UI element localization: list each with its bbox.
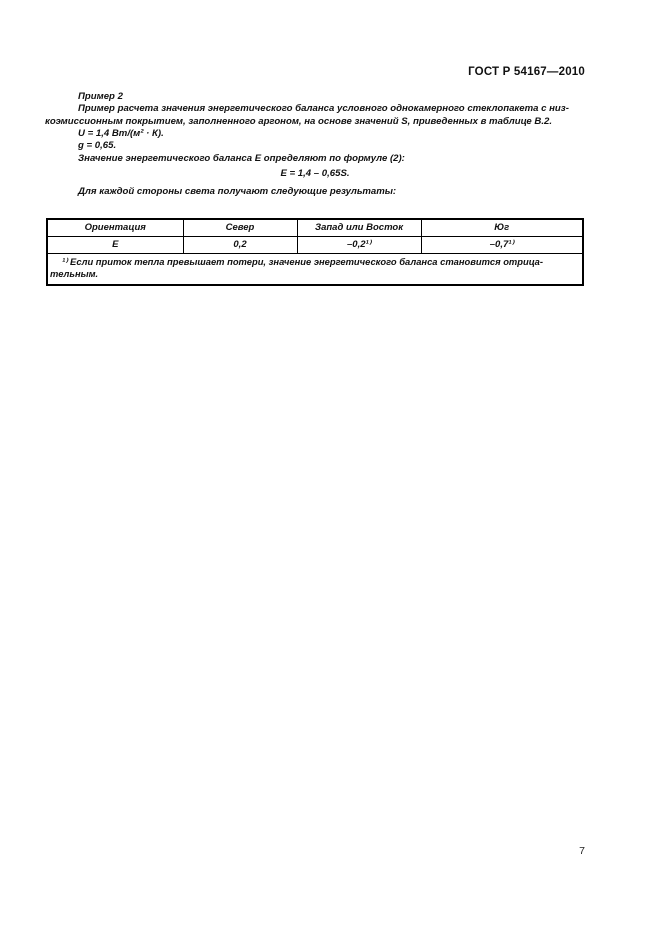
cell-north-value: 0,2 [183,236,297,253]
footnote-line-2: тельным. [50,268,99,279]
footnote-cell [47,253,583,285]
table-row [47,236,583,253]
body-text-block [45,91,585,198]
results-table [46,218,584,286]
energy-balance-formula: Е = 1,4 – 0,65S. [280,167,350,179]
intro-paragraph-line-2: коэмиссионным покрытием, заполненного аргоном, на основе значений S, приведенных в таблице В.2. [45,115,552,127]
u-value-line: U = 1,4 Вт/(м² · К). [78,128,164,140]
header-orientation: Ориентация [47,219,183,236]
cell-variable-e: Е [47,236,183,253]
table-header-row [47,219,583,236]
cell-south-value: –0,7¹⁾ [421,236,583,253]
page-number: 7 [579,845,585,857]
example-title: Пример 2 [78,91,123,102]
table-footnote-row [47,253,583,285]
intro-paragraph-line-1: Пример расчета значения энергетического баланса условного однокамерного стеклопакета с низ- [78,103,569,115]
header-north: Север [183,219,297,236]
document-header-standard-number: ГОСТ Р 54167—2010 [468,66,585,78]
footnote-line-1: ¹⁾ Если приток тепла превышает потери, значение энергетического баланса становится отрица- [62,255,543,267]
cell-west-east-value: –0,2¹⁾ [297,236,421,253]
g-value-line: g = 0,65. [78,140,117,152]
formula-intro-line: Значение энергетического баланса Е определяют по формуле (2): [78,152,405,164]
results-intro-line: Для каждой стороны света получают следующие результаты: [78,185,397,197]
header-south: Юг [421,219,583,236]
header-west-or-east: Запад или Восток [297,219,421,236]
